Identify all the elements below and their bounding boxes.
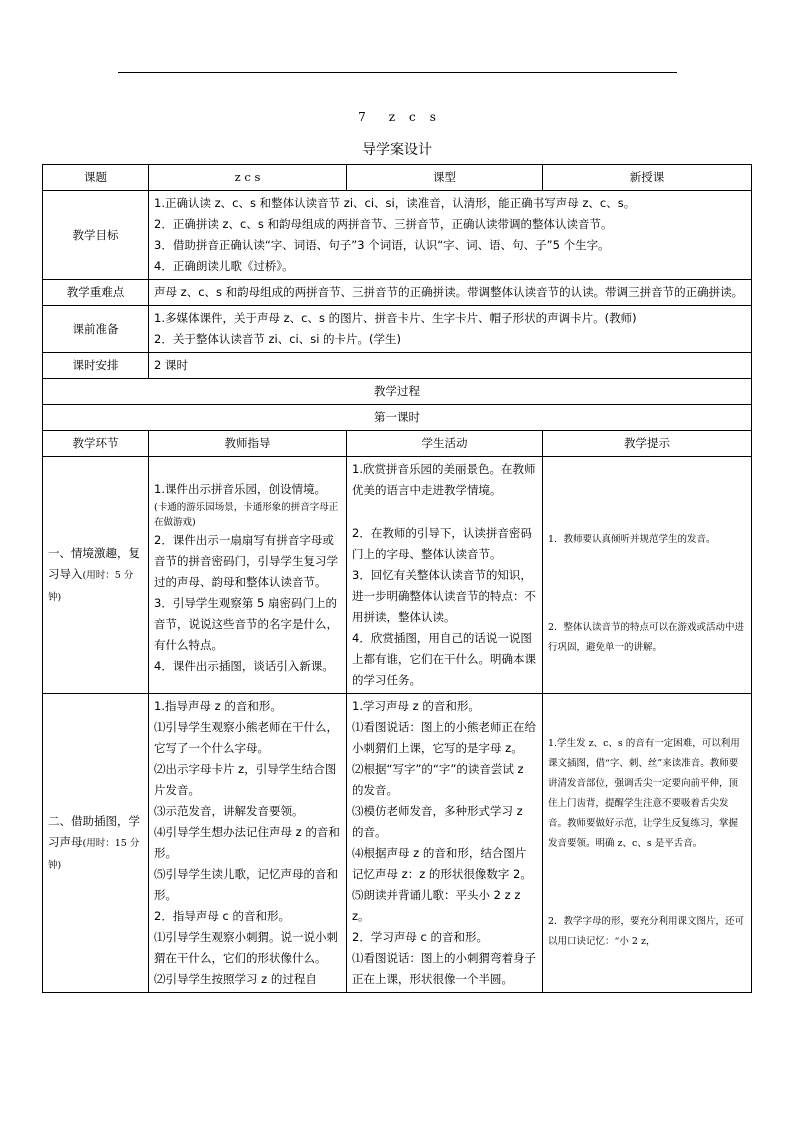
course-row [43,165,752,191]
col-teacher-header: 教师指导 [149,431,347,457]
teacher-step: ⑴引导学生观察小刺猬。说一说小刺猬在干什么，它们的形状像什么。 [154,930,338,965]
prep-item: 1.多媒体课件，关于声母 z、c、s 的图片、拼音卡片、生字卡片、帽子形状的声调卡片。(教师) [154,311,637,325]
key-points-label: 教学重难点 [43,280,149,306]
student-cell [347,457,543,694]
stage-time: (用时：5 分钟) [48,569,134,603]
course-label: 课题 [43,165,149,191]
key-points-content: 声母 z、c、s 和韵母组成的两拼音节、三拼音节的正确拼读。带调整体认读音节的认读。带调三拼音节的正确拼读。 [149,280,752,306]
student-step: ⑴看图说话：图上的小刺猬弯着身子正在上课，形状很像一个半圆。 [352,951,536,986]
hours-row [43,353,752,379]
lesson-number: 7 [358,110,366,124]
teacher-note: (卡通的游乐园场景，卡通形象的拼音字母正在做游戏) [154,502,339,528]
key-points-row [43,280,752,306]
hint-cell [543,694,752,993]
hours-label: 课时安排 [43,353,149,379]
lesson-letter-z: z [388,110,396,124]
goals-row [43,191,752,280]
process-row-2 [43,694,752,993]
hint-item: 1．教师要认真倾听并规范学生的发音。 [548,534,716,545]
student-step: 4．欣赏插图，用自己的话说一说图上都有谁，它们在干什么。明确本课的学习任务。 [352,631,536,687]
goal-item: 3．借助拼音正确认读“字、词语、句子”3 个词语，认识“字、词、语、句、子”5 个生字。 [154,238,610,252]
hours-value: 2 课时 [149,353,752,379]
course-value: z c s [149,165,347,191]
student-step: 1.欣赏拼音乐园的美丽景色。在教师优美的语言中走进教学情境。 [352,462,536,497]
hint-item: 2．整体认读音节的特点可以在游戏或活动中进行巩固，避免单一的讲解。 [548,622,745,653]
process-header-row [43,431,752,457]
type-value: 新授课 [543,165,752,191]
stage-time: (用时：15 分钟) [48,837,140,871]
teacher-step: ⑴引导学生观察小熊老师在干什么，它写了一个什么字母。 [154,720,338,755]
student-step: ⑸朗读并背诵儿歌：平头小 2 z z z。 [352,888,521,923]
goals-label: 教学目标 [43,191,149,280]
student-step: 3．回忆有关整体认读音节的知识，进一步明确整体认读音节的特点：不用拼读，整体认读。 [352,568,536,624]
lesson-letter-s: s [429,110,436,124]
teacher-step: 1.指导声母 z 的音和形。 [154,699,282,713]
lesson-plan-table [42,164,752,993]
process-row-1 [43,457,752,694]
stage-cell [43,694,149,993]
header-rule [118,72,677,73]
process-title: 教学过程 [43,379,752,405]
student-step: ⑶模仿老师发音，多种形式学习 z 的音。 [352,804,523,839]
teacher-step: ⑵出示字母卡片 z，引导学生结合图片发音。 [154,762,337,797]
student-step: 1.学习声母 z 的音和形。 [352,699,480,713]
student-step: ⑴看图说话：图上的小熊老师正在给小刺猬们上课，它写的是字母 z。 [352,720,536,755]
teacher-step: 2．指导声母 c 的音和形。 [154,909,290,923]
preparation-row [43,306,752,353]
lesson-title [0,110,794,124]
hint-item: 2．教学字母的形，要充分利用课文图片，还可以用口诀记忆：“小 2 z， [548,916,745,947]
col-stage-header: 教学环节 [43,431,149,457]
col-hint-header: 教学提示 [543,431,752,457]
stage-name: 一、情境激趣，复习导入 [48,545,140,581]
prep-item: 2．关于整体认读音节 zi、ci、si 的卡片。(学生) [154,332,402,346]
teacher-cell [149,694,347,993]
teacher-step: 4．课件出示插图，谈话引入新课。 [154,659,334,673]
col-student-header: 学生活动 [347,431,543,457]
lesson-letter-c: c [409,110,416,124]
teacher-step: 1.课件出示拼音乐园，创设情境。 [154,482,326,496]
student-step: ⑷根据声母 z 的音和形，结合图片记忆声母 z：z 的形状很像数字 2。 [352,846,532,881]
student-step: 2．在教师的引导下，认读拼音密码门上的字母、整体认读音节。 [352,526,532,561]
teacher-step: ⑷引导学生想办法记住声母 z 的音和形。 [154,825,340,860]
hint-item: 1.学生发 z、c、s 的音有一定困难，可以利用课文插图，借“字、刺、丝”来读准音。教师要讲清发音部位，强调舌尖一定要向前平伸，顶住上门齿背，提醒学生注意不要吸着舌尖发音。教师要做好示范，让学生反复练习，掌握发音要领。明确 z、c、s 是平舌音。 [548,738,740,849]
teacher-cell [149,457,347,694]
teacher-step: ⑵引导学生按照学习 z 的过程自 [154,972,317,986]
stage-cell [43,457,149,694]
student-step: ⑵根据“写字”的“字”的读音尝试 z 的发音。 [352,762,524,797]
teacher-step: 3．引导学生观察第 5 扇密码门上的音节，说说这些音节的名字是什么，有什么特点。 [154,596,338,652]
goal-item: 2．正确拼读 z、c、s 和韵母组成的两拼音节、三拼音节，正确认读带调的整体认读音节。 [154,217,613,231]
document-title: 导学案设计 [362,142,432,158]
period-title: 第一课时 [43,405,752,431]
goal-item: 4．正确朗读儿歌《过桥》。 [154,259,294,273]
goals-content [149,191,752,280]
hint-cell [543,457,752,694]
process-title-row [43,379,752,405]
goal-item: 1.正确认读 z、c、s 和整体认读音节 zi、ci、si，读准音，认清形，能正确书写声母 z、c、s。 [154,196,636,210]
stage-name: 二、借助插图，学习声母 [48,813,140,849]
preparation-content [149,306,752,353]
teacher-step: ⑸引导学生读儿歌，记忆声母的音和形。 [154,867,338,902]
period-title-row [43,405,752,431]
type-label: 课型 [347,165,543,191]
student-step: 2．学习声母 c 的音和形。 [352,930,488,944]
student-cell [347,694,543,993]
teacher-step: ⑶示范发音，讲解发音要领。 [154,804,304,818]
teacher-step: 2．课件出示一扇扇写有拼音字母或音节的拼音密码门，引导学生复习学过的声母、韵母和整体认读音节。 [154,533,338,589]
preparation-label: 课前准备 [43,306,149,353]
